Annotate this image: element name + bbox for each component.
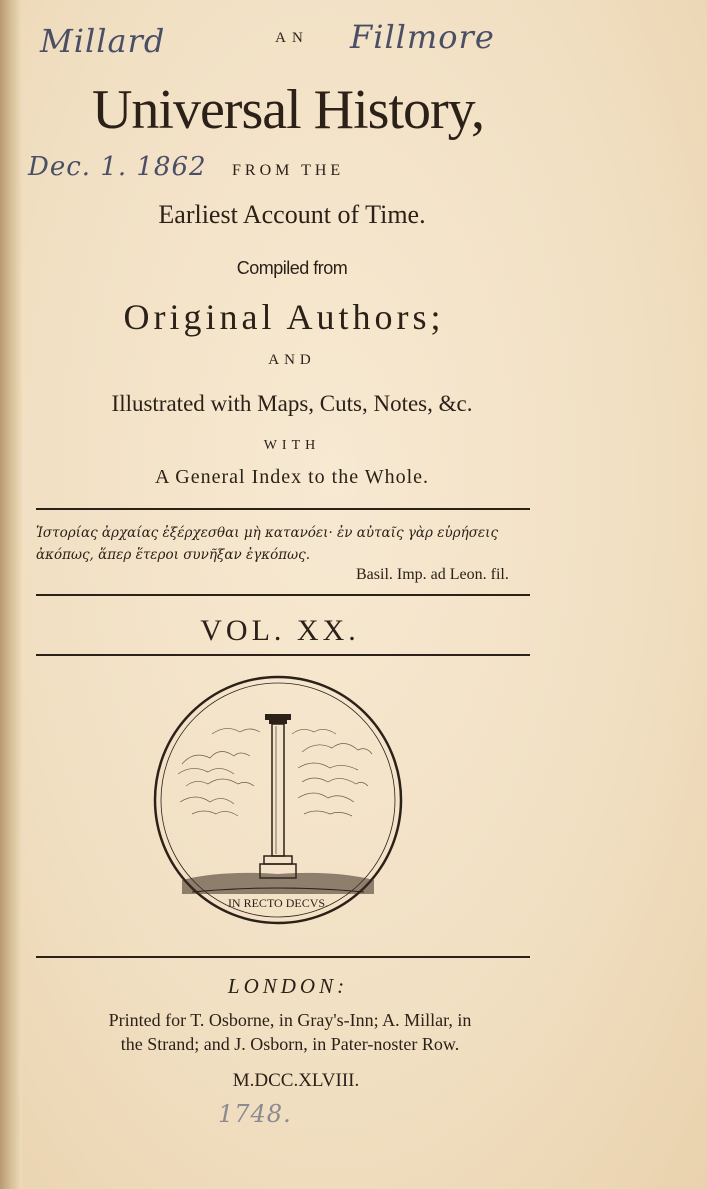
inscription-date: Dec. 1. 1862 [28, 152, 207, 182]
epigraph-greek [36, 522, 536, 566]
epigraph-attribution: Basil. Imp. ad Leon. fil. [356, 566, 509, 583]
imprint-date: M.DCC.XLVIII. [232, 1070, 360, 1091]
volume-number: VOL. XX. [200, 614, 360, 647]
imprint-line-1: Printed for T. Osborne, in Gray's-Inn; A. Millar, in [108, 1010, 472, 1030]
title-general-index: A General Index to the Whole. [154, 466, 430, 488]
title-and: AND [268, 352, 316, 368]
rule-divider [36, 956, 530, 958]
vignette-motto: IN RECTO DECVS. [227, 896, 329, 910]
title-from-the: FROM THE [232, 162, 345, 179]
title-with: WITH [263, 438, 321, 453]
epigraph-line-1: Ἱστορίας ἀρχαίας ἐξέρχεσθαι μὴ κατανόει· ἐν αὐταῖς γὰρ εὑρήσεις [36, 525, 499, 541]
imprint-line-2: the Strand; and J. Osborn, in Pater-noster Row. [120, 1034, 460, 1054]
inscription-last-name: Fillmore [350, 18, 495, 56]
title-illustrated: Illustrated with Maps, Cuts, Notes, &c. [111, 391, 473, 416]
title-compiled-from: Compiled from [236, 258, 348, 278]
title-earliest-account: Earliest Account of Time. [158, 200, 426, 229]
rule-divider [36, 594, 530, 596]
title-an: AN [275, 30, 309, 46]
inscription-first-name: Millard [40, 22, 166, 60]
epigraph-line-2: ἀκόπως, ἅπερ ἕτεροι συνῆξαν ἐγκόπως. [36, 547, 310, 563]
imprint-city: LONDON: [227, 974, 349, 998]
rule-divider [36, 508, 530, 510]
title-original-authors: Original Authors; [123, 297, 445, 337]
page-title: Universal History, [91, 79, 485, 141]
rule-divider [36, 654, 530, 656]
inscription-year: 1748. [218, 1100, 292, 1128]
column-vignette-image [152, 674, 404, 926]
